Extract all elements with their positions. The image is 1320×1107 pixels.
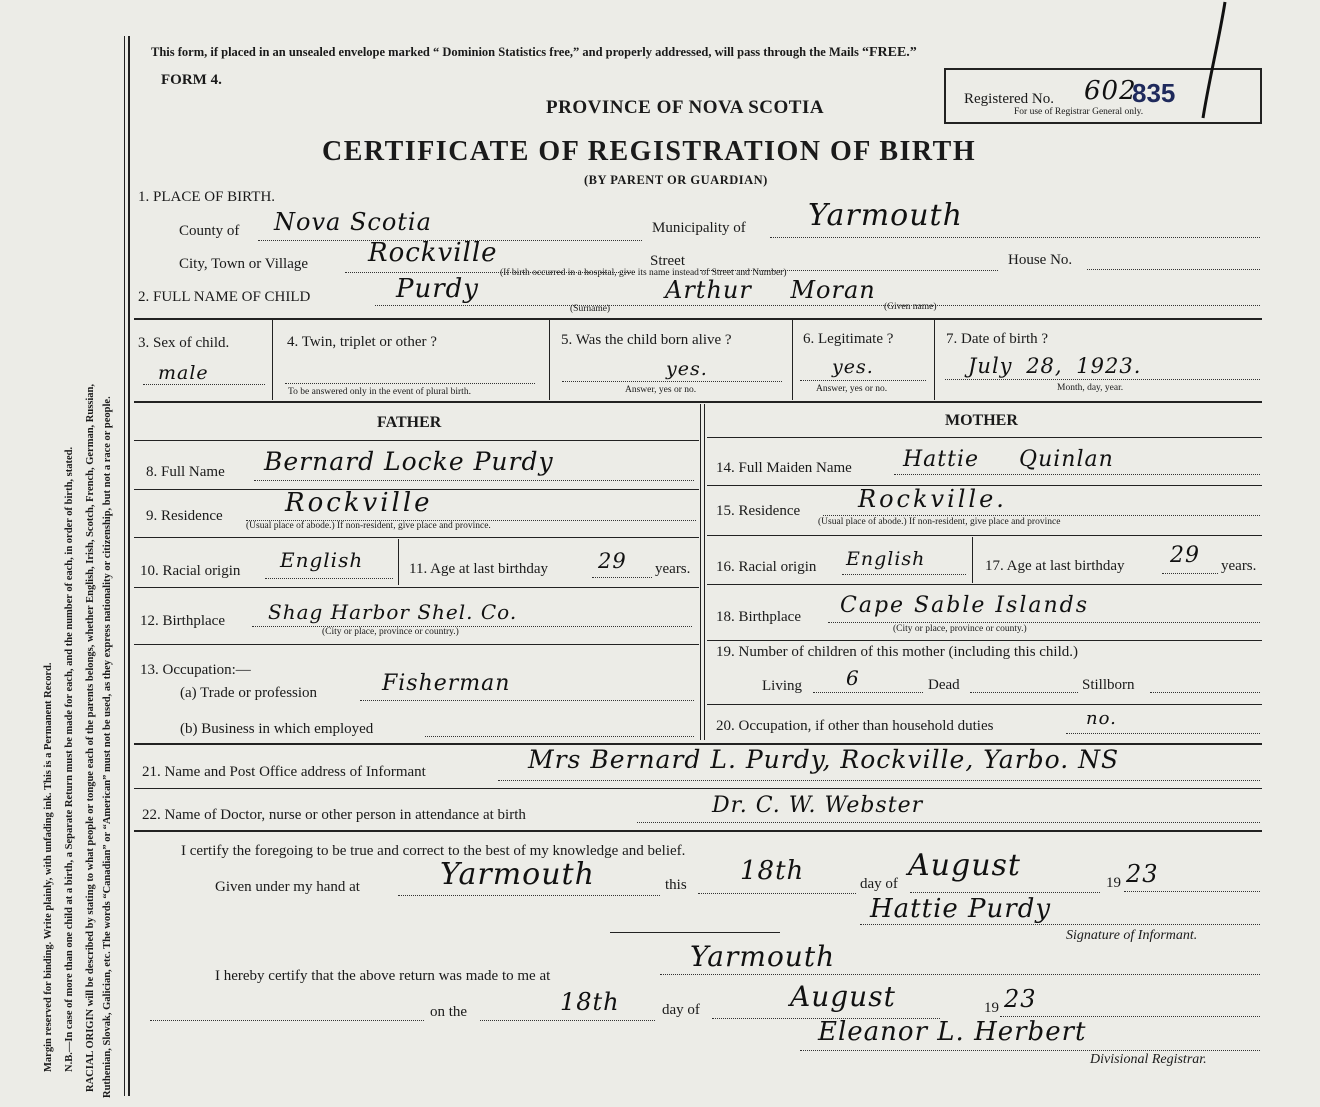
county-value: Nova Scotia xyxy=(274,208,432,236)
mother-residence-value: Rockville. xyxy=(858,485,1007,513)
divisional-registrar-label: Divisional Registrar. xyxy=(1090,1052,1207,1067)
mother-racial-origin-value: English xyxy=(846,548,926,570)
registrar-year: 23 xyxy=(1004,985,1037,1013)
municipality-label: Municipality of xyxy=(652,220,746,236)
father-business-label: (b) Business in which employed xyxy=(180,721,374,737)
mother-name-label: 14. Full Maiden Name xyxy=(716,460,852,476)
registrar-year-prefix: 19 xyxy=(984,1000,999,1016)
twin-note: To be answered only in the event of plural birth. xyxy=(288,387,471,397)
municipality-value: Yarmouth xyxy=(808,198,963,233)
mother-occupation-label: 20. Occupation, if other than household duties xyxy=(716,718,994,734)
province-heading: PROVINCE OF NOVA SCOTIA xyxy=(546,97,825,118)
informant-label: 21. Name and Post Office address of Informant xyxy=(142,764,426,780)
child-surname: Purdy xyxy=(396,274,479,304)
margin-racial-origin-note: RACIAL ORIGIN will be described by stating to what people or tongue each of the parents belongs, whether English, Irish, Scotch, French, German, Russian, xyxy=(85,383,96,1092)
mother-residence-note: (Usual place of abode.) If non-resident, give place and province xyxy=(818,517,1061,527)
informant-signature-label: Signature of Informant. xyxy=(1066,928,1198,943)
sex-value: male xyxy=(158,362,209,384)
cert-this-label: this xyxy=(665,877,687,893)
certify-statement: I certify the foregoing to be true and correct to the best of my knowledge and belief. xyxy=(181,843,686,859)
doctor-value: Dr. C. W. Webster xyxy=(712,793,924,818)
mother-birthplace-note: (City or place, province or county.) xyxy=(893,624,1027,634)
father-age-value: 29 xyxy=(598,549,627,573)
father-age-years: years. xyxy=(655,561,691,577)
given-under-hand-label: Given under my hand at xyxy=(215,879,360,895)
mother-age-value: 29 xyxy=(1170,543,1200,568)
living-label: Living xyxy=(762,678,802,694)
mother-children-label: 19. Number of children of this mother (including this child.) xyxy=(716,644,1079,660)
signature-rule xyxy=(610,932,780,933)
cert-day: 18th xyxy=(740,856,805,886)
child-name-label: 2. FULL NAME OF CHILD xyxy=(138,289,311,305)
registrar-day-of-label: day of xyxy=(662,1002,700,1018)
father-name-value: Bernard Locke Purdy xyxy=(264,447,554,476)
mother-heading: MOTHER xyxy=(945,412,1018,429)
cert-year: 23 xyxy=(1126,860,1159,888)
registered-number-stamp: 835 xyxy=(1132,78,1176,108)
registrar-month: August xyxy=(790,980,896,1013)
mother-age-years: years. xyxy=(1221,558,1257,574)
father-heading: FATHER xyxy=(377,414,442,431)
margin-binding-note: Margin reserved for binding. Write plainly, with unfading ink. This is a Permanent Record. xyxy=(43,662,54,1072)
margin-rule xyxy=(124,36,125,1096)
born-alive-value: yes. xyxy=(666,358,708,380)
registrar-on-the-label: on the xyxy=(430,1004,468,1020)
registered-label: Registered No. xyxy=(964,91,1054,107)
mother-occupation-value: no. xyxy=(1086,708,1117,729)
living-value: 6 xyxy=(846,666,860,690)
date-of-birth-note: Month, day, year. xyxy=(1057,383,1124,393)
surname-note: (Surname) xyxy=(570,304,611,314)
hospital-note: (If birth occurred in a hospital, give its name instead of Street and Number) xyxy=(500,268,787,278)
registrar-use-note: For use of Registrar General only. xyxy=(1014,107,1144,117)
mother-age-label: 17. Age at last birthday xyxy=(985,558,1125,574)
margin-rule-2 xyxy=(128,36,130,1096)
rule-before-parents xyxy=(134,401,1262,403)
father-trade-value: Fisherman xyxy=(382,671,511,696)
city-value: Rockville xyxy=(368,238,498,268)
father-occupation-label: 13. Occupation:— xyxy=(140,662,251,678)
legitimate-value: yes. xyxy=(832,356,874,378)
registrar-signature: Eleanor L. Herbert xyxy=(818,1017,1087,1047)
margin-multiple-birth-note: N.B.—In case of more than one child at a birth, a Separate Return must be made for each, and the number of each, in order of birth, stated. xyxy=(64,446,75,1072)
form-number: FORM 4. xyxy=(161,72,222,88)
city-label: City, Town or Village xyxy=(179,256,309,272)
mother-racial-origin-label: 16. Racial origin xyxy=(716,559,817,575)
county-label: County of xyxy=(179,223,240,239)
stillborn-label: Stillborn xyxy=(1082,677,1135,693)
father-residence-value: Rockville xyxy=(285,488,433,518)
registrar-place: Yarmouth xyxy=(690,940,836,973)
father-racial-origin-label: 10. Racial origin xyxy=(140,563,241,579)
father-residence-note: (Usual place of abode.) If non-resident, give place and province. xyxy=(246,521,491,531)
registered-number-hand: 602 xyxy=(1084,76,1137,106)
father-racial-origin-value: English xyxy=(280,548,364,572)
street-label: Street xyxy=(650,253,685,269)
house-number-label: House No. xyxy=(1008,252,1073,268)
father-age-label: 11. Age at last birthday xyxy=(409,561,548,577)
certificate-subtitle: (BY PARENT OR GUARDIAN) xyxy=(584,173,768,187)
twin-label: 4. Twin, triplet or other ? xyxy=(287,334,437,350)
dead-label: Dead xyxy=(928,677,960,693)
date-of-birth-value: July 28, 1923. xyxy=(968,354,1142,378)
margin-racial-origin-note-2: Ruthenian, Slovak, Galician, etc. The words “Canadian” or “American” must not be used, as they express nationality or citizenship, but not a race or people. xyxy=(102,396,113,1098)
father-trade-label: (a) Trade or profession xyxy=(180,685,318,701)
rule-after-name xyxy=(134,318,1262,320)
born-alive-note: Answer, yes or no. xyxy=(625,385,697,395)
child-given-name: Arthur Moran xyxy=(665,276,876,304)
father-birthplace-value: Shag Harbor Shel. Co. xyxy=(268,600,518,624)
cert-month: August xyxy=(908,848,1021,883)
mother-name-value: Hattie Quinlan xyxy=(903,447,1114,472)
cert-day-of-label: day of xyxy=(860,876,898,892)
informant-value: Mrs Bernard L. Purdy, Rockville, Yarbo. NS xyxy=(528,745,1120,774)
father-birthplace-note: (City or place, province or country.) xyxy=(322,627,459,637)
legitimate-note: Answer, yes or no. xyxy=(816,384,888,394)
registrar-day: 18th xyxy=(560,988,620,1016)
mother-birthplace-label: 18. Birthplace xyxy=(716,609,801,625)
registrar-statement: I hereby certify that the above return was made to me at xyxy=(215,968,551,984)
mail-notice: This form, if placed in an unsealed envelope marked “ Dominion Statistics free,” and properly addressed, will pass through the Mails “FREE.” xyxy=(151,45,917,60)
cert-place: Yarmouth xyxy=(440,857,595,892)
legitimate-label: 6. Legitimate ? xyxy=(803,331,894,347)
informant-signature: Hattie Purdy xyxy=(870,894,1052,924)
date-of-birth-label: 7. Date of birth ? xyxy=(946,331,1049,347)
father-name-label: 8. Full Name xyxy=(146,464,225,480)
mother-birthplace-value: Cape Sable Islands xyxy=(840,593,1090,618)
cert-year-prefix: 19 xyxy=(1106,875,1121,891)
certificate-title: CERTIFICATE OF REGISTRATION OF BIRTH xyxy=(322,136,977,167)
mother-residence-label: 15. Residence xyxy=(716,503,801,519)
sex-label: 3. Sex of child. xyxy=(138,335,230,351)
given-name-note: (Given name) xyxy=(884,302,937,312)
father-residence-label: 9. Residence xyxy=(146,508,223,524)
doctor-label: 22. Name of Doctor, nurse or other person in attendance at birth xyxy=(142,807,526,823)
place-of-birth-heading: 1. PLACE OF BIRTH. xyxy=(138,189,276,205)
father-birthplace-label: 12. Birthplace xyxy=(140,613,225,629)
born-alive-label: 5. Was the child born alive ? xyxy=(561,332,732,348)
pen-stroke-mark xyxy=(1195,0,1235,120)
